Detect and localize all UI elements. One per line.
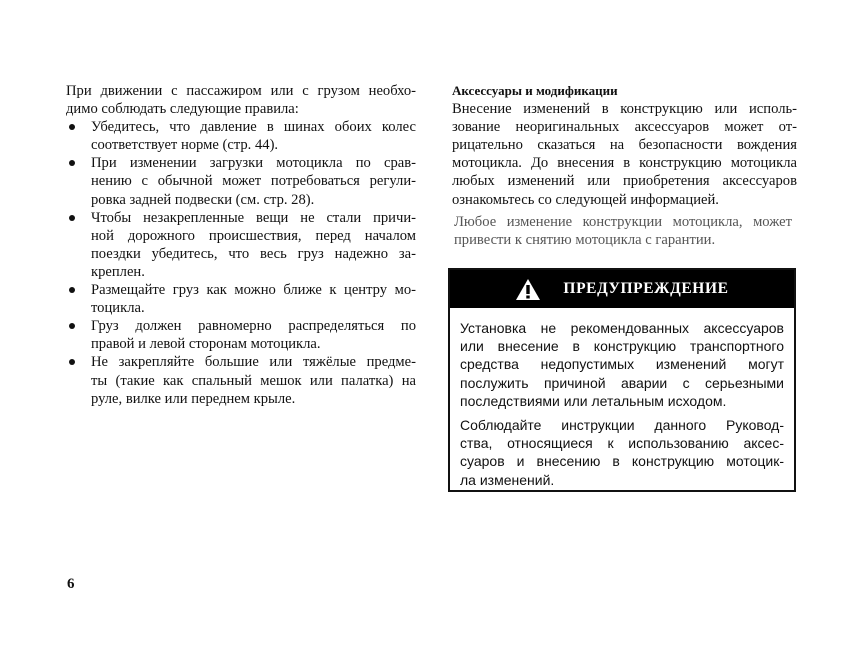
bullet-icon [69,281,75,299]
text-line: Любое изменение конструкции мотоцикла, может [454,213,792,230]
text-line: Не закрепляйте большие или тяжёлые предме- [91,354,416,371]
text-line: мотоцикла. До внесения в конструкцию мотоцикла [452,155,797,172]
text-line: Чтобы незакрепленные вещи не стали причи- [91,209,416,226]
warning-triangle-icon [515,278,541,301]
warranty-note [454,213,792,249]
text-line: димо соблюдать следующие правила: [66,101,299,118]
text-line: суаров и внесению в конструкцию мотоцик- [460,453,784,470]
text-line: Установка не рекомендованных аксессуаров [460,320,784,336]
text-line: или внесение в конструкцию транспортного [460,338,784,355]
text-line: Убедитесь, что давление в шинах обоих колес [91,119,416,136]
bullet-icon [69,353,75,371]
text-line: соответствует норме (стр. 44). [91,137,279,154]
text-line: зование неоригинальных аксессуаров может от- [452,119,797,136]
left-column [66,82,416,408]
list-item [66,353,416,407]
accessories-paragraph [452,100,797,209]
list-item [66,118,416,154]
text-line: поездки убедитесь, что весь груз надежно за- [91,245,416,262]
intro-paragraph [66,82,416,118]
bullet-icon [69,118,75,136]
text-line: рицательно сказаться на безопасности вождения [452,137,797,154]
text-line: любых изменений или приобретения аксессуаров [452,173,797,190]
text-line: ты (такие как спальный мешок или палатка) на [91,372,416,389]
section-heading: Аксессуары и модификации [452,83,618,98]
text-line: Размещайте груз как можно ближе к центру мо- [91,282,416,299]
text-line: ной дорожного происшествия, перед началом [91,227,416,244]
warning-title: ПРЕДУПРЕЖДЕНИЕ [563,280,729,297]
text-line: При движении с пассажиром или с грузом необхо- [66,83,416,99]
text-line: При изменении загрузки мотоцикла по срав- [91,155,416,172]
text-line: нению с обычной может потребоваться регули- [91,173,416,190]
text-line: ла изменений. [460,471,555,488]
text-line: ознакомьтесь со следующей информацией. [452,191,719,208]
text-line: тоцикла. [91,300,145,317]
text-line: ровка задней подвески (см. стр. 28). [91,191,315,208]
bullet-list [66,118,416,408]
text-line: средства недопустимых изменений могут [460,356,784,373]
right-column [452,82,797,249]
warning-paragraph [460,416,784,489]
list-item [66,209,416,281]
text-line: руле, вилке или переднем крыле. [91,390,296,407]
text-line: Внесение изменений в конструкцию или исполь- [452,101,797,118]
page-number: 6 [67,576,75,592]
list-item [66,154,416,208]
text-line: Соблюдайте инструкции данного Руковод- [460,416,784,433]
text-line: креплен. [91,263,145,280]
list-item [66,317,416,353]
text-line: ства, относящиеся к использованию аксес- [460,435,784,452]
text-line: послужить причиной аварии с серьезными [460,374,784,391]
warning-body [450,308,794,489]
bullet-icon [69,209,75,227]
text-line: привести к снятию мотоцикла с гарантии. [454,231,716,248]
warning-box [448,268,796,492]
text-line: последствиями или летальным исходом. [460,392,727,409]
bullet-icon [69,317,75,335]
warning-header [450,270,794,308]
bullet-icon [69,154,75,172]
warning-paragraph [460,319,784,410]
text-line: правой и левой сторонам мотоцикла. [91,336,321,353]
text-line: Груз должен равномерно распределяться по [91,318,416,335]
list-item [66,281,416,317]
